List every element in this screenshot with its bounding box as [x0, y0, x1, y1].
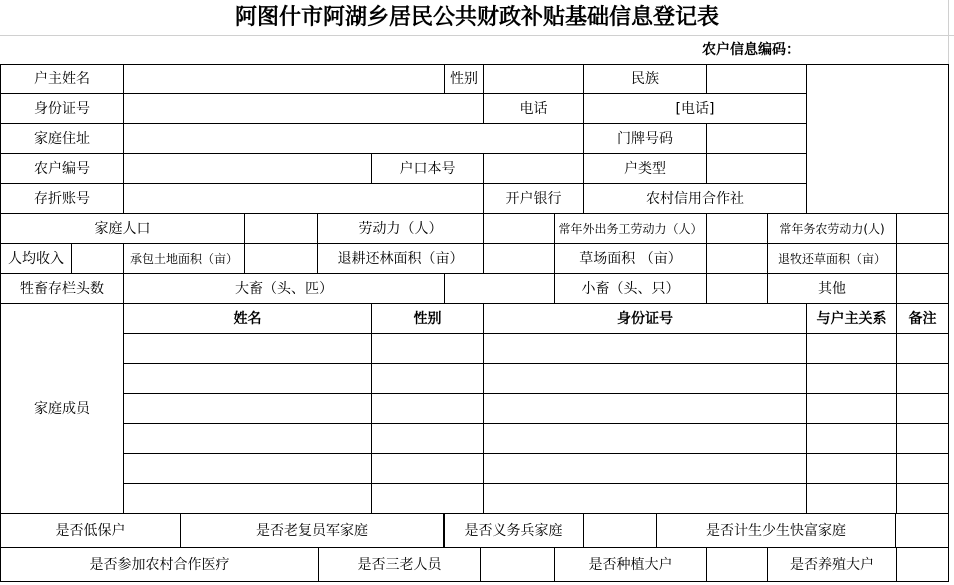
member-relation-cell[interactable]: [806, 423, 897, 454]
farmer-number-label: 农户编号: [0, 153, 124, 184]
member-remarks-cell[interactable]: [896, 423, 949, 454]
family-planning-field[interactable]: [895, 513, 949, 548]
per-capita-income-field[interactable]: [71, 243, 124, 274]
col-relation-header: 与户主关系: [806, 303, 897, 334]
col-name-header: 姓名: [123, 303, 372, 334]
id-number-label: 身份证号: [0, 93, 124, 124]
member-remarks-cell[interactable]: [896, 453, 949, 484]
migrant-labor-label: 常年外出务工劳动力（人）: [554, 213, 707, 244]
phone-field[interactable]: [电话]: [583, 93, 807, 124]
member-gender-cell[interactable]: [371, 423, 484, 454]
member-name-cell[interactable]: [123, 363, 372, 394]
address-label: 家庭住址: [0, 123, 124, 154]
ethnicity-label: 民族: [583, 64, 707, 94]
house-number-label: 门牌号码: [583, 123, 707, 154]
gender-field[interactable]: [483, 64, 584, 94]
three-elderly-label: 是否三老人员: [318, 547, 481, 582]
farm-labor-label: 常年务农劳动力(人): [767, 213, 897, 244]
address-field[interactable]: [123, 123, 584, 154]
member-relation-cell[interactable]: [806, 453, 897, 484]
small-livestock-label: 小畜（头、只）: [554, 273, 707, 304]
member-remarks-cell[interactable]: [896, 363, 949, 394]
member-gender-cell[interactable]: [371, 363, 484, 394]
contracted-land-field[interactable]: [244, 243, 318, 274]
breeding-household-label: 是否养殖大户: [767, 547, 897, 582]
col-gender-header: 性别: [371, 303, 484, 334]
member-id-cell[interactable]: [483, 453, 807, 484]
pasture-to-grass-label: 退牧还草面积（亩）: [767, 243, 897, 274]
member-name-cell[interactable]: [123, 393, 372, 424]
bank-label: 开户银行: [483, 183, 584, 214]
farm-labor-field[interactable]: [896, 213, 949, 244]
veteran-family-label: 是否老复员军家庭: [180, 513, 444, 548]
member-id-cell[interactable]: [483, 483, 807, 514]
family-population-label: 家庭人口: [0, 213, 245, 244]
member-name-cell[interactable]: [123, 423, 372, 454]
member-name-cell[interactable]: [123, 483, 372, 514]
farmland-to-forest-field[interactable]: [483, 243, 555, 274]
hukou-number-field[interactable]: [483, 153, 584, 184]
family-population-field[interactable]: [244, 213, 318, 244]
member-remarks-cell[interactable]: [896, 483, 949, 514]
big-livestock-field[interactable]: [444, 273, 555, 304]
rural-medical-label: 是否参加农村合作医疗: [0, 547, 319, 582]
conscript-family-label: 是否义务兵家庭: [443, 513, 584, 548]
head-name-field[interactable]: [123, 64, 445, 94]
ethnicity-field[interactable]: [706, 64, 807, 94]
family-planning-label: 是否计生少生快富家庭: [656, 513, 896, 548]
gender-label: 性别: [444, 64, 484, 94]
per-capita-income-label: 人均收入: [0, 243, 72, 274]
threshing-ground-label: 草场面积 （亩）: [554, 243, 707, 274]
house-number-field[interactable]: [706, 123, 807, 154]
household-type-label: 户类型: [583, 153, 707, 184]
passbook-account-field[interactable]: [123, 183, 484, 214]
bank-field[interactable]: 农村信用合作社: [583, 183, 807, 214]
member-gender-cell[interactable]: [371, 333, 484, 364]
labor-force-label: 劳动力（人）: [317, 213, 484, 244]
three-elderly-field[interactable]: [480, 547, 555, 582]
member-id-cell[interactable]: [483, 363, 807, 394]
member-id-cell[interactable]: [483, 423, 807, 454]
member-remarks-cell[interactable]: [896, 333, 949, 364]
member-remarks-cell[interactable]: [896, 393, 949, 424]
member-gender-cell[interactable]: [371, 393, 484, 424]
member-id-cell[interactable]: [483, 393, 807, 424]
head-name-label: 户主姓名: [0, 64, 124, 94]
threshing-ground-field[interactable]: [706, 243, 768, 274]
contracted-land-label: 承包土地面积（亩）: [123, 243, 245, 274]
big-livestock-label: 大畜（头、匹）: [123, 273, 445, 304]
form-title: 阿图什市阿湖乡居民公共财政补贴基础信息登记表: [234, 4, 719, 30]
phone-label: 电话: [483, 93, 584, 124]
passbook-account-label: 存折账号: [0, 183, 124, 214]
member-relation-cell[interactable]: [806, 393, 897, 424]
member-relation-cell[interactable]: [806, 483, 897, 514]
member-name-cell[interactable]: [123, 453, 372, 484]
planting-household-label: 是否种植大户: [554, 547, 707, 582]
household-type-field[interactable]: [706, 153, 807, 184]
pasture-to-grass-field[interactable]: [896, 243, 949, 274]
livestock-label: 牲畜存栏头数: [0, 273, 124, 304]
labor-force-field[interactable]: [483, 213, 555, 244]
member-id-cell[interactable]: [483, 333, 807, 364]
member-relation-cell[interactable]: [806, 363, 897, 394]
id-number-field[interactable]: [123, 93, 484, 124]
photo-area: [806, 64, 949, 214]
col-remarks-header: 备注: [896, 303, 949, 334]
breeding-household-field[interactable]: [896, 547, 949, 582]
other-field[interactable]: [896, 273, 949, 304]
planting-household-field[interactable]: [706, 547, 768, 582]
other-label: 其他: [767, 273, 897, 304]
family-members-label: 家庭成员: [0, 303, 124, 514]
migrant-labor-field[interactable]: [706, 213, 768, 244]
hukou-number-label: 户口本号: [371, 153, 484, 184]
household-code-label: 农户信息编码：: [702, 42, 800, 58]
farmer-number-field[interactable]: [123, 153, 372, 184]
small-livestock-field[interactable]: [706, 273, 768, 304]
member-name-cell[interactable]: [123, 333, 372, 364]
member-relation-cell[interactable]: [806, 333, 897, 364]
farmland-to-forest-label: 退耕还林面积（亩）: [317, 243, 484, 274]
member-gender-cell[interactable]: [371, 453, 484, 484]
conscript-family-field[interactable]: [583, 513, 657, 548]
col-id-header: 身份证号: [483, 303, 807, 334]
member-gender-cell[interactable]: [371, 483, 484, 514]
low-income-label: 是否低保户: [0, 513, 181, 548]
